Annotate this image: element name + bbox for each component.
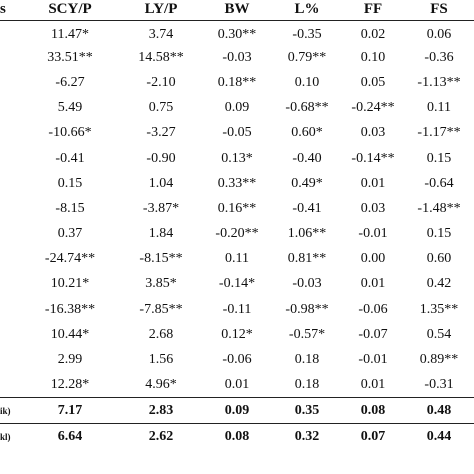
column-header-ff: FF xyxy=(342,0,404,20)
table-cell: 3.85* xyxy=(145,276,177,292)
row-label-cell xyxy=(0,196,20,221)
table-cell: -10.66* xyxy=(48,125,92,141)
summary-cell: 0.32 xyxy=(272,424,342,450)
table-cell: 0.05 xyxy=(360,74,386,90)
table-cell: -1.17** xyxy=(417,125,461,141)
table-cell: 0.15 xyxy=(57,175,83,191)
table-cell: -0.90 xyxy=(146,150,176,166)
table-cell: 0.42 xyxy=(426,276,452,292)
table-cell: 0.60* xyxy=(291,125,323,141)
row-label-cell xyxy=(0,272,20,297)
row-label-cell xyxy=(0,373,20,398)
row-label-cell xyxy=(0,45,20,70)
table-cell: -0.07 xyxy=(358,326,388,342)
table-cell: 12.28* xyxy=(50,376,90,392)
table-cell: -0.40 xyxy=(292,150,322,166)
table-cell: 2.68 xyxy=(148,326,174,342)
summary-cell: 0.08 xyxy=(202,424,272,450)
table-cell: 0.09 xyxy=(224,100,250,116)
table-row xyxy=(0,70,474,95)
summary-row xyxy=(0,398,474,424)
table-cell: -0.01 xyxy=(358,226,388,242)
table-cell: 0.06 xyxy=(426,26,452,42)
table-cell: 0.11 xyxy=(427,100,451,116)
row-label-cell xyxy=(0,222,20,247)
row-label-cell xyxy=(0,146,20,171)
summary-row-label: ik) xyxy=(0,398,20,424)
table-cell: 1.35** xyxy=(419,301,459,317)
table-cell: -7.85** xyxy=(139,301,183,317)
table-cell: 0.16** xyxy=(217,200,257,216)
table-cell: 0.10 xyxy=(294,74,320,90)
table-cell: -1.48** xyxy=(417,200,461,216)
column-header-ly-p: LY/P xyxy=(120,0,202,20)
table-cell: 14.58** xyxy=(138,49,184,65)
row-label-cell xyxy=(0,171,20,196)
table-cell: 0.11 xyxy=(225,251,249,267)
table-cell: 0.75 xyxy=(148,100,174,116)
table-row xyxy=(0,222,474,247)
table-cell: 10.44* xyxy=(50,326,90,342)
table-cell: 0.01 xyxy=(360,276,386,292)
table-cell: 0.60 xyxy=(426,251,452,267)
table-cell: -0.98** xyxy=(285,301,329,317)
table-cell: 0.37 xyxy=(57,226,83,242)
table-cell: -0.06 xyxy=(358,301,388,317)
summary-cell: 6.64 xyxy=(20,424,120,450)
table-cell: 0.15 xyxy=(426,150,452,166)
summary-row-label: kl) xyxy=(0,424,20,450)
summary-cell: 0.44 xyxy=(404,424,474,450)
row-label-cell xyxy=(0,297,20,322)
table-row xyxy=(0,20,474,45)
table-cell: -24.74** xyxy=(44,251,96,267)
table-cell: 1.04 xyxy=(148,175,174,191)
table-cell: 0.89** xyxy=(419,352,459,368)
table-cell: -8.15** xyxy=(139,251,183,267)
table-row xyxy=(0,297,474,322)
table-cell: 4.96* xyxy=(145,376,177,392)
table-row xyxy=(0,272,474,297)
table-cell: -0.68** xyxy=(285,100,329,116)
table-cell: -0.11 xyxy=(222,301,252,317)
row-label-cell xyxy=(0,322,20,347)
summary-cell: 0.48 xyxy=(404,398,474,424)
table-cell: -3.27 xyxy=(146,125,176,141)
summary-cell: 0.35 xyxy=(272,398,342,424)
table-cell: 0.79** xyxy=(287,49,327,65)
summary-cell: 2.62 xyxy=(120,424,202,450)
row-label-cell xyxy=(0,121,20,146)
table-cell: -8.15 xyxy=(55,200,85,216)
table-cell: -0.05 xyxy=(222,125,252,141)
table-cell: -0.06 xyxy=(222,352,252,368)
table-cell: 10.21* xyxy=(50,276,90,292)
table-row xyxy=(0,347,474,372)
table-cell: 0.15 xyxy=(426,226,452,242)
table-cell: -6.27 xyxy=(55,74,85,90)
header-row-label: s xyxy=(0,0,20,20)
table-cell: -3.87* xyxy=(142,200,180,216)
table-cell: 2.99 xyxy=(57,352,83,368)
table-cell: 0.18 xyxy=(294,376,320,392)
table-cell: -0.14** xyxy=(351,150,395,166)
column-header-bw: BW xyxy=(202,0,272,20)
table-cell: 3.74 xyxy=(148,26,174,42)
row-label-cell xyxy=(0,247,20,272)
table-cell: -0.14* xyxy=(218,276,256,292)
table-cell: -0.36 xyxy=(424,49,454,65)
header-row xyxy=(0,0,474,20)
table-cell: 0.01 xyxy=(224,376,250,392)
summary-cell: 0.08 xyxy=(342,398,404,424)
table-row xyxy=(0,96,474,121)
summary-cell: 0.07 xyxy=(342,424,404,450)
table-cell: 11.47* xyxy=(51,26,89,42)
table-cell: 0.01 xyxy=(360,376,386,392)
row-label-cell xyxy=(0,96,20,121)
row-label-cell xyxy=(0,70,20,95)
table-row xyxy=(0,121,474,146)
table-cell: 0.13* xyxy=(221,150,253,166)
table-cell: 1.06** xyxy=(287,226,327,242)
table-row xyxy=(0,45,474,70)
table-cell: 1.84 xyxy=(148,226,174,242)
table-cell: -0.35 xyxy=(292,26,322,42)
row-label-cell xyxy=(0,20,20,45)
table-cell: -1.13** xyxy=(417,74,461,90)
table-cell: -0.57* xyxy=(288,326,326,342)
column-header-l-percent: L% xyxy=(272,0,342,20)
table-cell: 5.49 xyxy=(57,100,83,116)
table-cell: -0.24** xyxy=(351,100,395,116)
table-row xyxy=(0,322,474,347)
table-cell: 1.56 xyxy=(148,352,174,368)
summary-cell: 7.17 xyxy=(20,398,120,424)
table-cell: 0.00 xyxy=(360,251,386,267)
column-header-fs: FS xyxy=(404,0,474,20)
table-cell: -0.03 xyxy=(292,276,322,292)
summary-row xyxy=(0,424,474,450)
table-cell: -0.41 xyxy=(292,200,322,216)
table-cell: -0.31 xyxy=(424,376,454,392)
table-cell: 0.81** xyxy=(287,251,327,267)
table-cell: 0.03 xyxy=(360,125,386,141)
table-cell: -0.64 xyxy=(424,175,454,191)
summary-cell: 2.83 xyxy=(120,398,202,424)
table-cell: 0.18** xyxy=(217,74,257,90)
table-cell: 0.54 xyxy=(426,326,452,342)
column-header-scy-p: SCY/P xyxy=(20,0,120,20)
table-row xyxy=(0,171,474,196)
row-label-cell xyxy=(0,347,20,372)
table-cell: 33.51** xyxy=(47,49,93,65)
table-cell: -0.03 xyxy=(222,49,252,65)
table-cell: -2.10 xyxy=(146,74,176,90)
table-cell: -0.20** xyxy=(215,226,259,242)
table-cell: 0.18 xyxy=(294,352,320,368)
table-cell: 0.01 xyxy=(360,175,386,191)
table-cell: 0.30** xyxy=(217,26,257,42)
table-cell: 0.03 xyxy=(360,200,386,216)
table-row xyxy=(0,373,474,398)
table-cell: -16.38** xyxy=(44,301,96,317)
table-row xyxy=(0,146,474,171)
table-row xyxy=(0,196,474,221)
table-cell: -0.41 xyxy=(55,150,85,166)
table-cell: -0.01 xyxy=(358,352,388,368)
summary-cell: 0.09 xyxy=(202,398,272,424)
table-cell: 0.12* xyxy=(221,326,253,342)
table-body xyxy=(0,20,474,450)
table-cell: 0.10 xyxy=(360,49,386,65)
table-cell: 0.33** xyxy=(217,175,257,191)
table-row xyxy=(0,247,474,272)
table-cell: 0.02 xyxy=(360,26,386,42)
table-cell: 0.49* xyxy=(291,175,323,191)
